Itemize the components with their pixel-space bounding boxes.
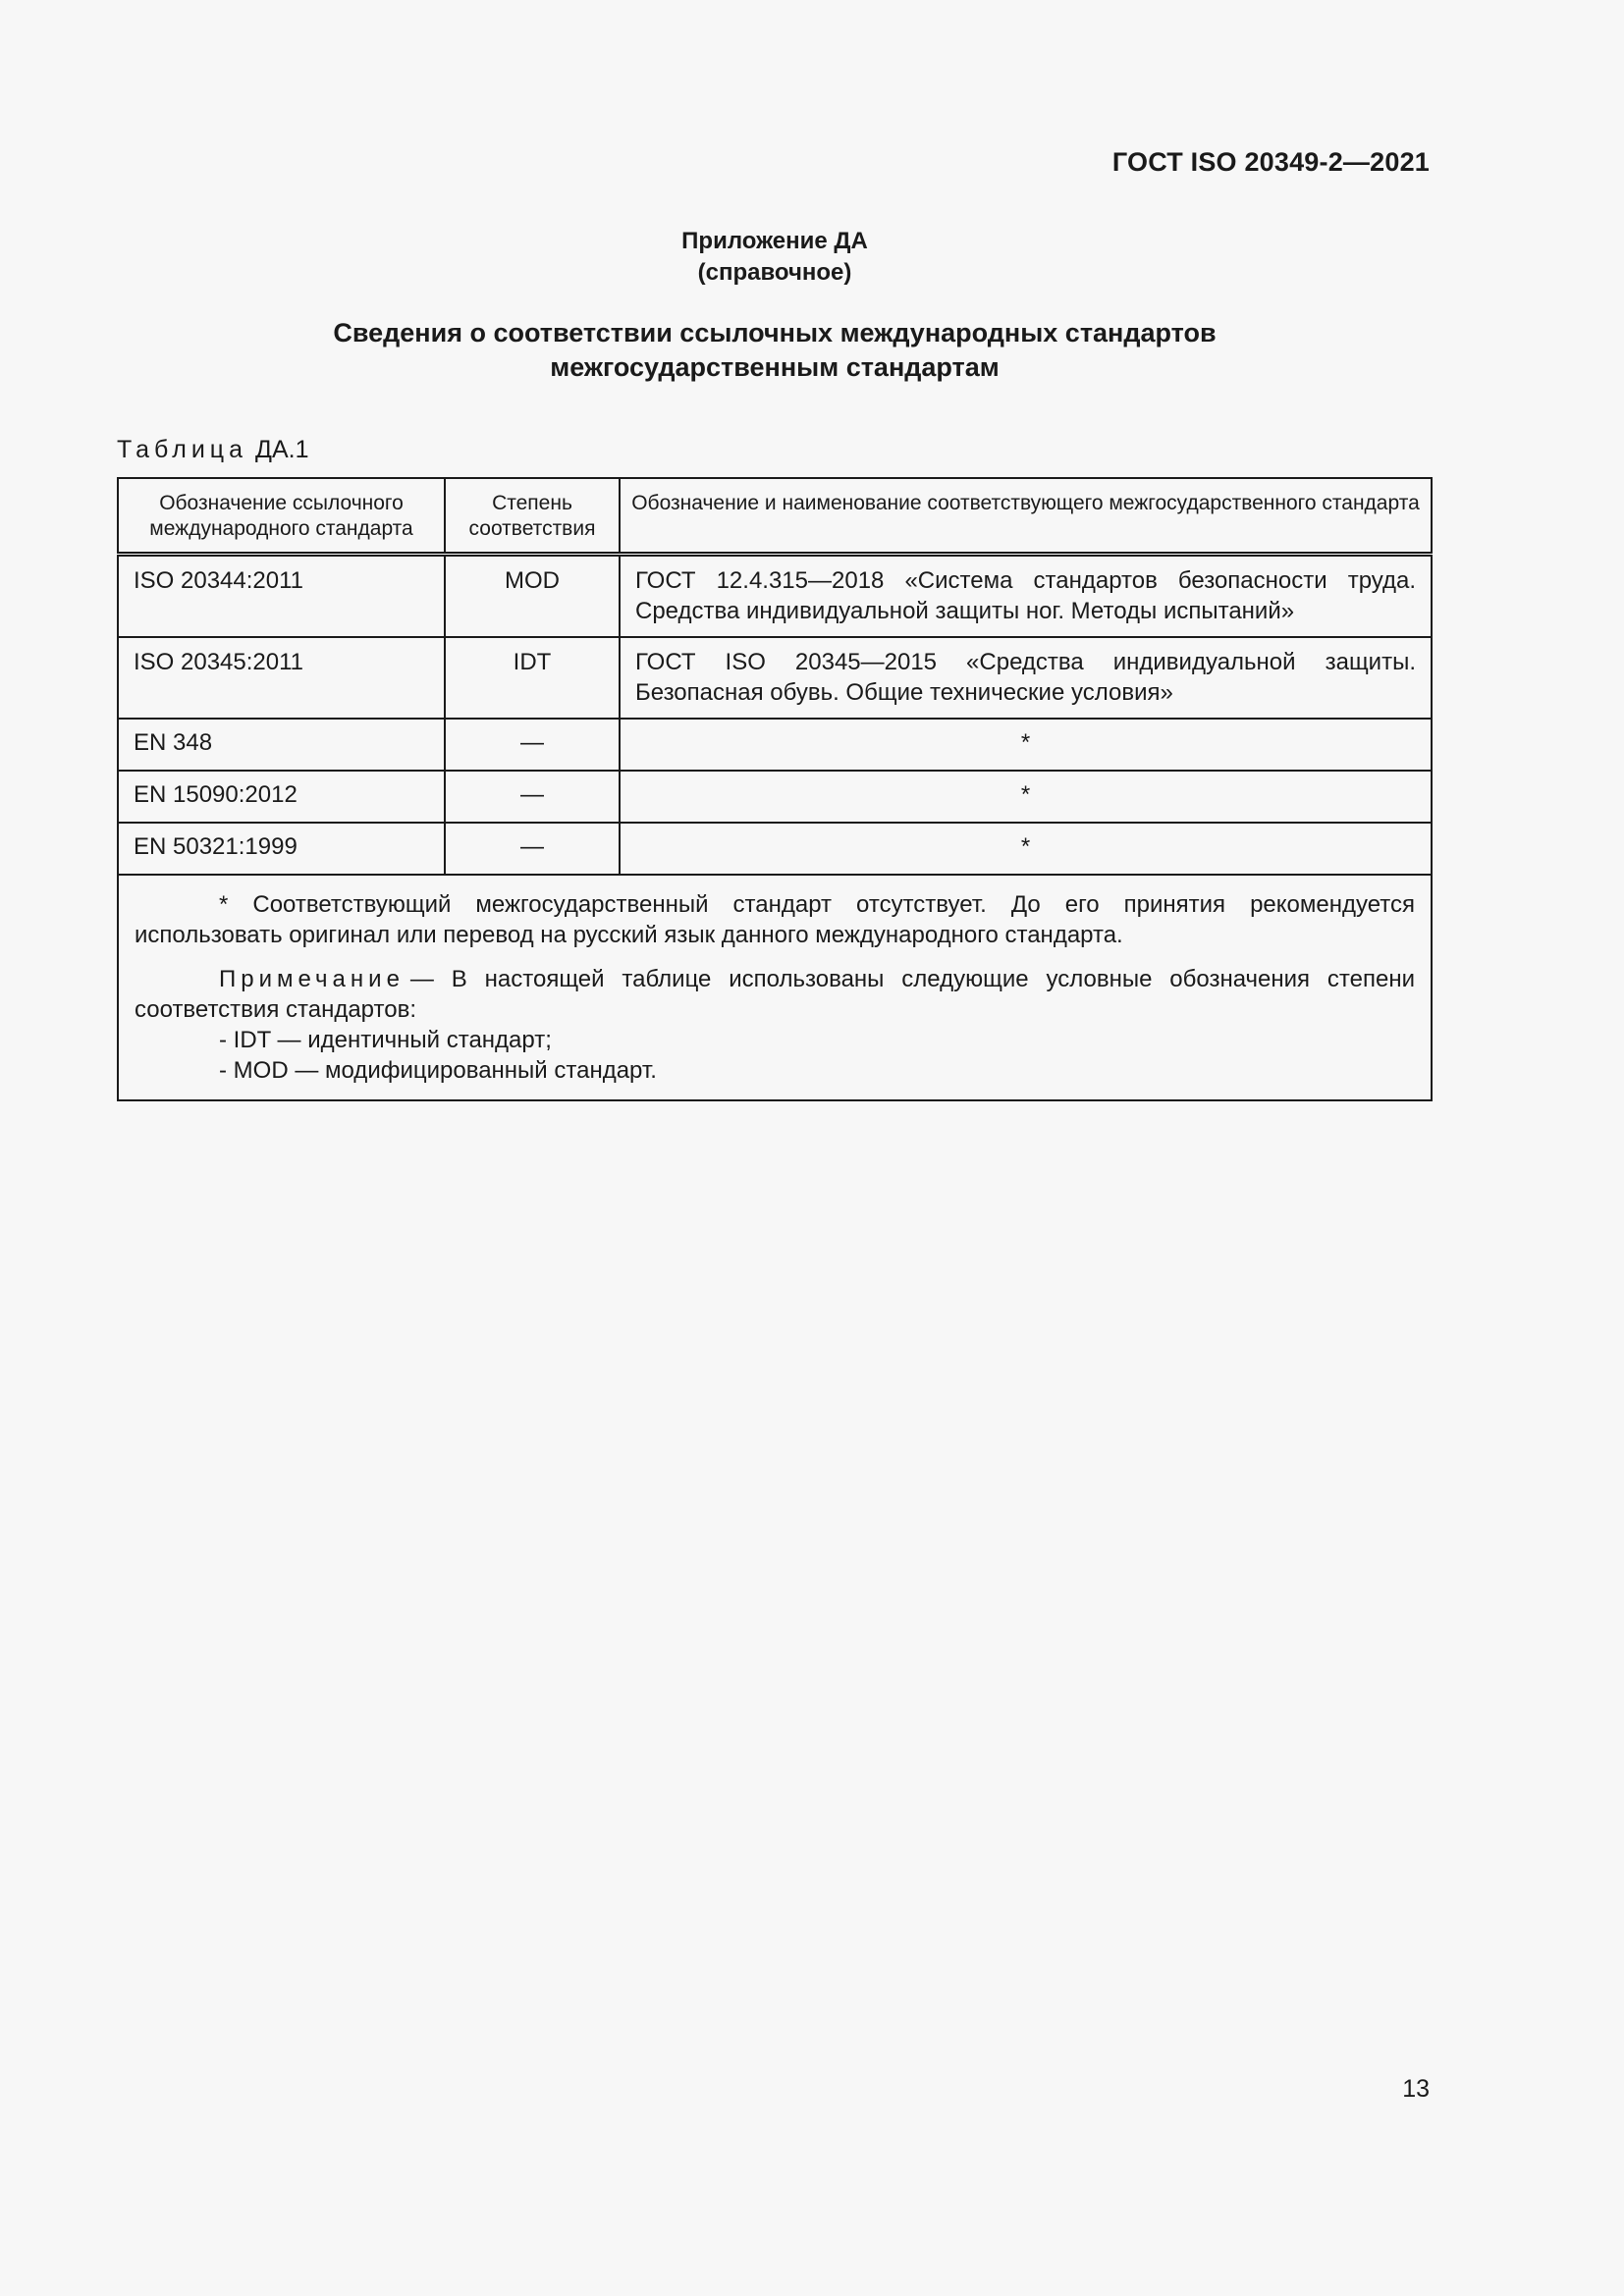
table-row bbox=[118, 771, 1432, 823]
cell-reference: ISO 20345:2011 bbox=[118, 637, 445, 719]
table-footer-row bbox=[118, 875, 1432, 1100]
cell-standard: ГОСТ ISO 20345—2015 «Средства индивидуальной защиты. Безопасная обувь. Общие технические условия» bbox=[620, 637, 1432, 719]
note-label: Примечание bbox=[219, 966, 405, 992]
cell-standard: ГОСТ 12.4.315—2018 «Система стандартов безопасности труда. Средства индивидуальной защиты ног. Методы испытаний» bbox=[620, 555, 1432, 638]
table-row bbox=[118, 555, 1432, 638]
cell-standard: * bbox=[620, 823, 1432, 875]
page-number: 13 bbox=[1402, 2075, 1430, 2103]
cell-reference: ISO 20344:2011 bbox=[118, 555, 445, 638]
column-header-degree: Степень соответствия bbox=[445, 478, 620, 555]
cell-degree: — bbox=[445, 771, 620, 823]
cell-standard: * bbox=[620, 719, 1432, 771]
cell-degree: — bbox=[445, 719, 620, 771]
cell-standard: * bbox=[620, 771, 1432, 823]
table-row bbox=[118, 637, 1432, 719]
cell-degree: MOD bbox=[445, 555, 620, 638]
cell-degree: IDT bbox=[445, 637, 620, 719]
annex-title: Приложение ДА bbox=[681, 228, 868, 254]
cell-reference: EN 50321:1999 bbox=[118, 823, 445, 875]
cell-degree: — bbox=[445, 823, 620, 875]
table-row bbox=[118, 823, 1432, 875]
table-row bbox=[118, 719, 1432, 771]
table-header-row bbox=[118, 478, 1432, 555]
column-header-standard: Обозначение и наименование соответствующего межгосударственного стандарта bbox=[620, 478, 1432, 555]
note-text: — В настоящей таблице использованы следующие условные обозначения степени соответствия стандартов: bbox=[135, 966, 1415, 1023]
annex-title-block bbox=[0, 226, 1549, 289]
column-header-reference: Обозначение ссылочного международного стандарта bbox=[118, 478, 445, 555]
table-footer bbox=[118, 875, 1432, 1100]
note-list-item: - MOD — модифицированный стандарт. bbox=[219, 1057, 657, 1084]
cell-reference: EN 15090:2012 bbox=[118, 771, 445, 823]
section-heading-line-2: межгосударственным стандартам bbox=[550, 352, 1000, 382]
section-heading bbox=[0, 316, 1549, 385]
section-heading-line-1: Сведения о соответствии ссылочных международных стандартов bbox=[333, 318, 1217, 347]
table-caption-label: Таблица bbox=[117, 436, 248, 463]
correspondence-table bbox=[117, 477, 1433, 1101]
note-list-item: - IDT — идентичный стандарт; bbox=[219, 1027, 552, 1053]
table-footnote: * Соответствующий межгосударственный стандарт отсутствует. До его принятия рекомендуется использовать оригинал или перевод на русский язык данного международного стандарта. bbox=[135, 891, 1415, 948]
table-caption bbox=[117, 436, 309, 464]
table-caption-number: ДА.1 bbox=[255, 436, 309, 463]
table-note bbox=[135, 964, 1415, 1025]
cell-reference: EN 348 bbox=[118, 719, 445, 771]
annex-subtitle: (справочное) bbox=[697, 259, 852, 286]
document-code: ГОСТ ISO 20349-2—2021 bbox=[1111, 147, 1430, 177]
